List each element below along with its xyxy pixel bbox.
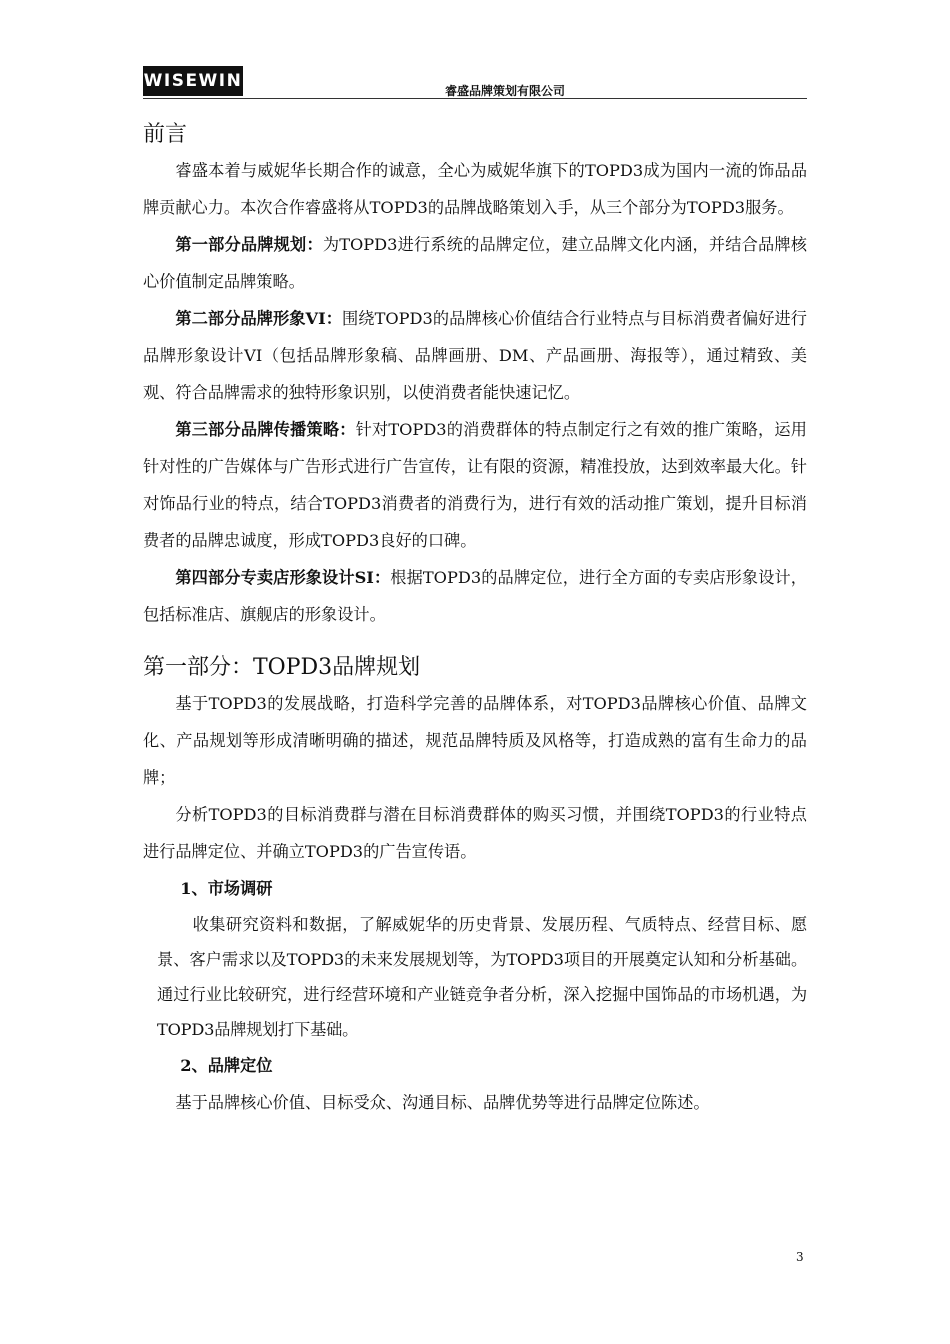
part1-paragraph-1: 基于TOPD3的发展战略，打造科学完善的品牌体系，对TOPD3品牌核心价值、品牌文化、产品规划等形成清晰明确的描述，规范品牌特质及风格等，打造成熟的富有生命力的品牌； xyxy=(143,694,807,787)
preface-item-label: 第一部分品牌规划： xyxy=(175,235,323,254)
company-logo: WISEWIN xyxy=(143,66,243,96)
document-body xyxy=(143,118,807,1121)
subsection-heading-market-research xyxy=(180,870,807,907)
preface-item-4 xyxy=(143,559,807,633)
subsection-market-research-text: 收集研究资料和数据，了解威妮华的历史背景、发展历程、气质特点、经营目标、愿景、客户需求以及TOPD3的未来发展规划等，为TOPD3项目的开展奠定认知和分析基础。通过行业比较研究，进行经营环境和产业链竞争者分析，深入挖掘中国饰品的市场机遇，为TOPD3品牌规划打下基础。 xyxy=(157,915,807,1039)
preface-item-text: 为TOPD3进行系统的品牌定位，建立品牌文化内涵，并结合品牌核心价值制定品牌策略。 xyxy=(143,235,807,291)
preface-item-2 xyxy=(143,300,807,411)
company-name: 睿盛品牌策划有限公司 xyxy=(445,84,566,98)
preface-item-text: 根据TOPD3的品牌定位，进行全方面的专卖店形象设计，包括标准店、旗舰店的形象设计。 xyxy=(143,568,807,624)
preface-item-text: 针对TOPD3的消费群体的特点制定行之有效的推广策略，运用针对性的广告媒体与广告形式进行广告宣传，让有限的资源，精准投放，达到效率最大化。针对饰品行业的特点，结合TOPD3消费者的消费行为，进行有效的活动推广策划，提升目标消费者的品牌忠诚度，形成TOPD3良好的口碑。 xyxy=(143,420,807,550)
page-number: 3 xyxy=(796,1250,804,1264)
preface-title: 前言 xyxy=(143,122,188,147)
preface-item-label: 第三部分品牌传播策略： xyxy=(175,420,356,439)
header-rule xyxy=(143,98,807,99)
preface-intro: 睿盛本着与威妮华长期合作的诚意，全心为威妮华旗下的TOPD3成为国内一流的饰品品牌贡献心力。本次合作睿盛将从TOPD3的品牌战略策划入手，从三个部分为TOPD3服务。 xyxy=(143,161,807,217)
subsection-heading-text: 1、市场调研 xyxy=(180,879,273,898)
preface-item-label: 第四部分专卖店形象设计SI： xyxy=(175,568,391,587)
part1-title: 第一部分：TOPD3品牌规划 xyxy=(143,655,421,680)
preface-item-1 xyxy=(143,226,807,300)
preface-item-text: 围绕TOPD3的品牌核心价值结合行业特点与目标消费者偏好进行品牌形象设计VI（包括品牌形象稿、品牌画册、DM、产品画册、海报等），通过精致、美观、符合品牌需求的独特形象识别，以使消费者能快速记忆。 xyxy=(143,309,807,402)
preface-item-3 xyxy=(143,411,807,559)
preface-item-label: 第二部分品牌形象VI： xyxy=(175,309,343,328)
subsection-heading-brand-positioning xyxy=(180,1047,807,1084)
subsection-heading-text: 2、品牌定位 xyxy=(180,1056,273,1075)
subsection-brand-positioning-text: 基于品牌核心价值、目标受众、沟通目标、品牌优势等进行品牌定位陈述。 xyxy=(175,1093,710,1112)
part1-paragraph-2: 分析TOPD3的目标消费群与潜在目标消费群体的购买习惯，并围绕TOPD3的行业特点进行品牌定位、并确立TOPD3的广告宣传语。 xyxy=(143,805,807,861)
